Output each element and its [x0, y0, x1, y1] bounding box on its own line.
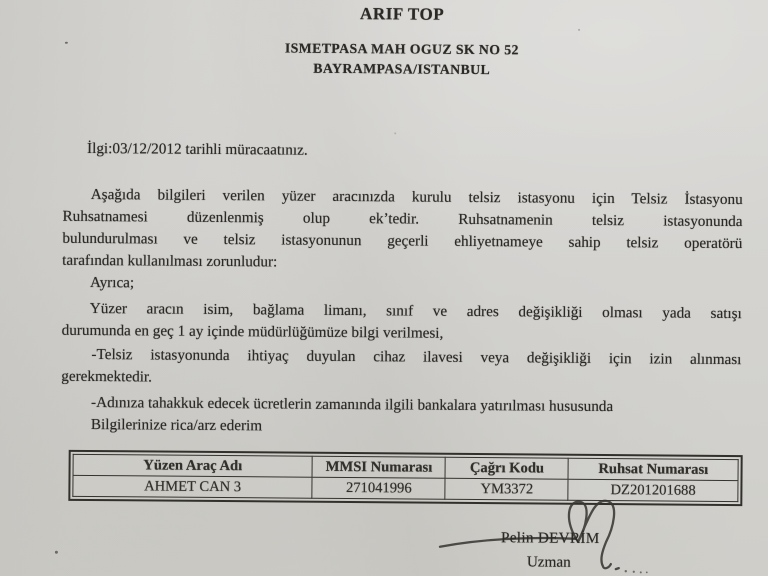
signer-title: Uzman — [526, 553, 571, 571]
header-mmsi-number: MMSI Numarası — [312, 456, 445, 478]
para3-line2: gerekmektedir. — [61, 367, 153, 386]
para1-line3: bulundurulması ve telsiz istasyonunun geçerli ehliyetnameye sahip telsiz operatörü — [62, 229, 743, 253]
ayrica-line: Ayrıca; — [89, 273, 135, 292]
header-call-sign: Çağrı Kodu — [445, 457, 568, 479]
address-line-2: BAYRAMPASA/ISTANBUL — [313, 60, 491, 78]
address-line-1: ISMETPASA MAH OGUZ SK NO 52 — [284, 40, 519, 58]
para1-line1: Aşağıda bilgileri verilen yüzer aracınızda kurulu telsiz istasyonu için Telsiz İstasyonu — [90, 185, 743, 209]
para4-line: -Adınıza tahakkuk edecek ücretlerin zamanında ilgili bankalara yatırılması hususunda — [91, 394, 614, 416]
letter-header — [2, 1, 768, 82]
reference-line: İlgi:03/12/2012 tarihli müracaatınız. — [87, 139, 308, 159]
header-license-number: Ruhsat Numarası — [568, 458, 738, 480]
para1-line4: tarafından kullanılması zorunludur: — [62, 251, 278, 271]
scan-speck — [65, 42, 68, 44]
para1-line2: Ruhsatnamesi düzenlenmiş olup ek’tedir. Ruhsatnamenin telsiz istasyonunda — [62, 207, 743, 231]
para2-line1: Yüzer aracın isim, bağlama limanı, sınıf ve adres değişikliği olması yada satışı — [89, 299, 742, 323]
para2-line2: durumunda en geç 1 ay içinde müdürlüğümüze bilgi verilmesi, — [61, 321, 444, 342]
cell-call-sign: YM3372 — [445, 478, 568, 500]
scan-speck — [55, 551, 58, 554]
cell-vessel-name: AHMET CAN 3 — [73, 475, 313, 498]
scan-speck — [578, 29, 580, 31]
recipient-name: ARIF TOP — [359, 4, 445, 24]
closing-line: Bilgilerinize rica/arz ederim — [90, 416, 263, 435]
cell-mmsi-number: 271041996 — [312, 477, 445, 499]
recipient-address — [34, 37, 768, 83]
scan-speck — [394, 132, 396, 134]
header-vessel-name: Yüzen Araç Adı — [73, 454, 313, 477]
signer-name: Pelin DEVRİM — [500, 529, 600, 548]
cell-license-number: DZ201201688 — [568, 479, 738, 501]
letter-body — [61, 132, 743, 441]
para3-line1: -Telsiz istasyonunda ihtiyaç duyulan cihaz ilavesi veya değişikliği için izin alınması — [91, 346, 742, 369]
